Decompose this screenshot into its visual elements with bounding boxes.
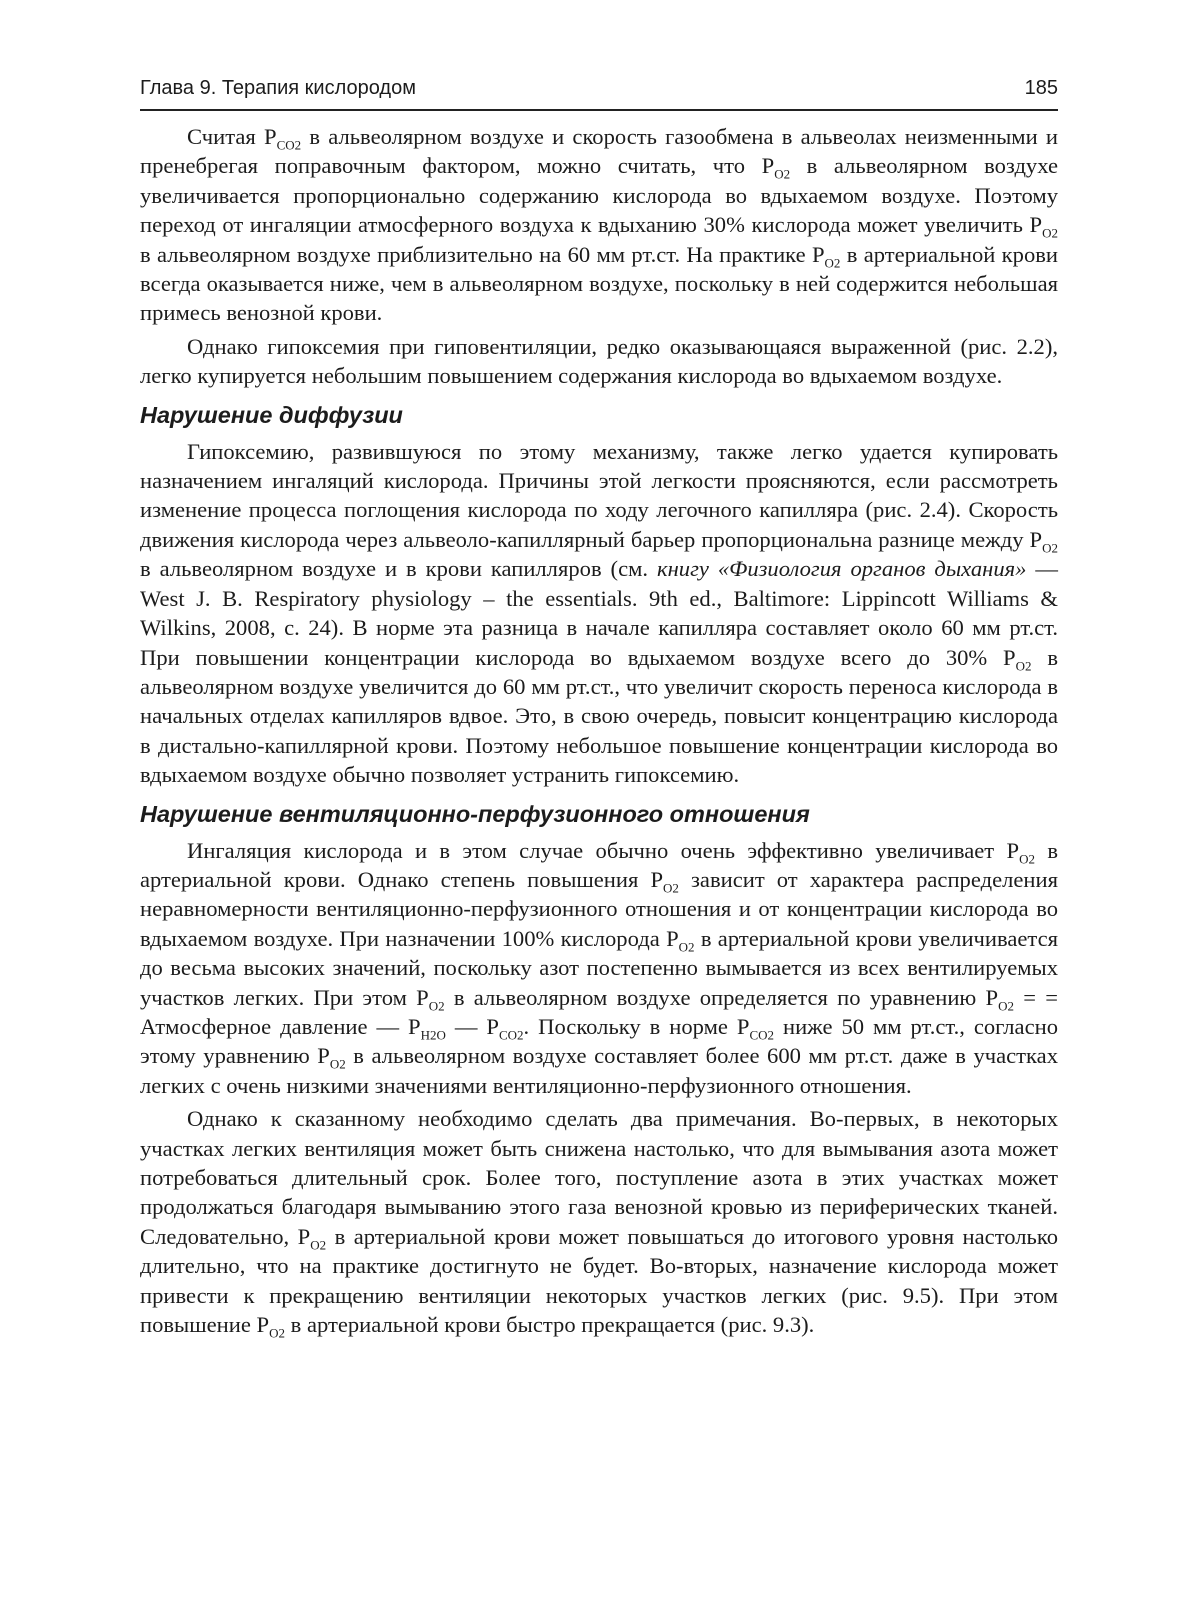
text-run: в альвеолярном воздухе определяется по уравнению P <box>444 984 999 1010</box>
subscript: O2 <box>310 1237 327 1253</box>
subscript: O2 <box>1042 540 1058 556</box>
text-run: = = Атмосферное давление — P <box>140 984 1058 1039</box>
subscript: O2 <box>269 1325 285 1341</box>
text-run: в артериальной крови. Однако степень повышения P <box>140 837 1058 892</box>
text-run: Считая P <box>187 124 277 149</box>
text-run: в альвеолярном воздухе составляет более 600 мм рт.ст. даже в участках легких с очень низкими значениями вентиляционно-перфузионного отношения. <box>140 1043 1058 1098</box>
subscript: CO2 <box>498 1027 524 1043</box>
text-run: . Поскольку в норме P <box>523 1013 750 1039</box>
text-run: Однако гипоксемия при гиповентиляции, редко оказывающаяся выраженной (рис. 2.2), легко купируется небольшим повышением содержания кислорода во вдыхаемом воздухе. <box>140 333 1058 389</box>
subscript: O2 <box>1015 658 1032 674</box>
subscript: O2 <box>329 1056 346 1072</box>
subscript: O2 <box>1042 225 1058 241</box>
text-run: в артериальной крови всегда оказывается ниже, чем в альвеолярном воздухе, поскольку в ней содержится небольшая примесь венозной крови. <box>140 241 1058 326</box>
text-run: в альвеолярном воздухе и в крови капилляров (см. <box>140 556 657 582</box>
chapter-title: Глава 9. Терапия кислородом <box>140 77 416 99</box>
subscript: O2 <box>824 255 841 271</box>
text-run: ниже 50 мм рт.ст., согласно этому уравнению P <box>140 1013 1058 1069</box>
text-run: — P <box>445 1013 499 1039</box>
paragraph <box>140 1104 1058 1339</box>
italic-reference: книгу «Физиология органов дыхания» <box>657 556 1027 582</box>
body-text <box>140 122 1058 1343</box>
text-run: в артериальной крови может повышаться до итогового уровня настолько длительно, что на практике достигнуто не будет. Во-вторых, назначение кислорода может привести к прекращению вентиляции некоторых участков легких (рис. 9.5). При этом повышение P <box>140 1223 1058 1338</box>
text-run: в альвеолярном воздухе увеличивается пропорционально содержанию кислорода во вдыхаемом воздухе. Поэтому переход от ингаляции атмосферного воздуха к вдыханию 30% кислорода может увеличить P <box>140 153 1058 238</box>
paragraph <box>140 122 1058 328</box>
subscript: O2 <box>678 939 695 955</box>
text-run: в артериальной крови увеличивается до весьма высоких значений, поскольку азот постепенно вымывается из всех вентилируемых участков легких. При этом P <box>140 925 1058 1010</box>
text-run: Ингаляция кислорода и в этом случае обычно очень эффективно увеличивает P <box>187 837 1020 863</box>
text-run: — West J. B. Respiratory physiology – the essentials. 9th ed., Baltimore: Lippincott Williams & Wilkins, 2008, с. 24). В норме эта разница в начале капилляра составляет около 60 мм рт.ст. При повышении концентрации кислорода во вдыхаемом воздухе всего до 30% P <box>140 556 1059 670</box>
text-run: Однако к сказанному необходимо сделать два примечания. Во-первых, в некоторых участках легких вентиляция может быть снижена настолько, что для вымывания азота может потребоваться длительный срок. Более того, поступление азота в этих участках может продолжаться благодаря вымыванию этого газа венозной кровью из периферических тканей. Следовательно, P <box>140 1106 1058 1249</box>
subscript: O2 <box>998 998 1014 1014</box>
subscript: O2 <box>428 998 445 1014</box>
section-heading: Нарушение вентиляционно-перфузионного отношения <box>140 800 810 827</box>
subscript: CO2 <box>749 1027 775 1043</box>
text-run: в альвеолярном воздухе и скорость газообмена в альвеолах неизменными и пренебрегая поправочным фактором, можно считать, что P <box>140 124 1058 179</box>
subscript: O2 <box>663 880 679 896</box>
text-run: в альвеолярном воздухе приблизительно на 60 мм рт.ст. На практике P <box>140 241 825 267</box>
subscript: CO2 <box>276 137 302 153</box>
text-run: зависит от характера распределения неравномерности вентиляционно-перфузионного отношения и от концентрации кислорода во вдыхаемом воздухе. При назначении 100% кислорода P <box>140 866 1058 951</box>
paragraph <box>140 332 1058 391</box>
subscript: O2 <box>1019 851 1035 867</box>
running-header <box>140 73 1058 111</box>
text-run: Гипоксемию, развившуюся по этому механизму, также легко удается купировать назначением ингаляций кислорода. Причины этой легкости проясняются, если рассмотреть изменение процесса поглощения кислорода по ходу легочного капилляра (рис. 2.4). Скорость движения кислорода через альвеоло-капиллярный барьер пропорциональна разнице между P <box>140 438 1058 552</box>
text-run: в артериальной крови быстро прекращается (рис. 9.3). <box>284 1312 815 1338</box>
paragraph <box>140 437 1058 790</box>
section-heading: Нарушение диффузии <box>140 401 403 428</box>
page-number: 185 <box>1024 77 1058 99</box>
paragraph <box>140 836 1058 1101</box>
subscript: H2O <box>420 1027 446 1043</box>
subscript: O2 <box>774 166 791 182</box>
text-run: в альвеолярном воздухе увеличится до 60 мм рт.ст., что увеличит скорость переноса кислорода в начальных отделах капилляров вдвое. Это, в свою очередь, повысит концентрацию кислорода в дистально-капиллярной крови. Поэтому небольшое повышение концентрации кислорода во вдыхаемом воздухе обычно позволяет устранить гипоксемию. <box>140 644 1058 788</box>
